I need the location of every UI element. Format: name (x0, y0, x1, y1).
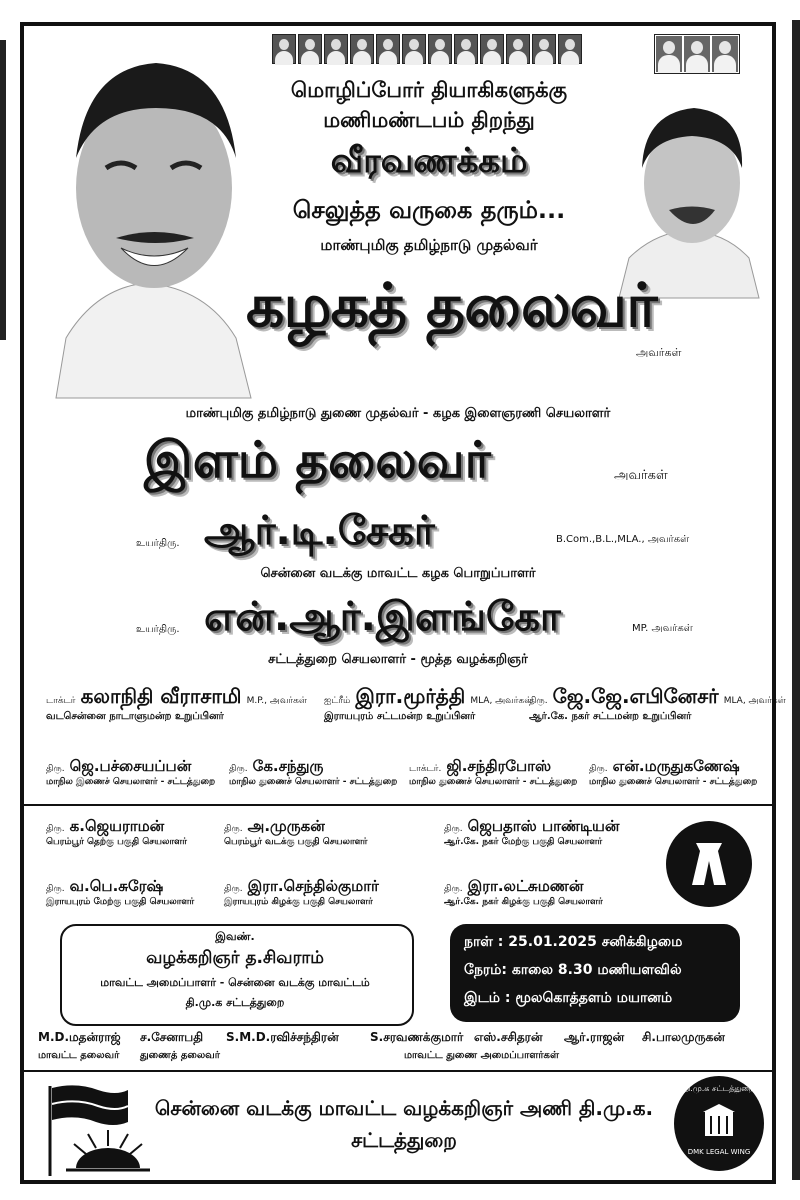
area-secretary-suresh: திரு. வ.பெ.சுரேஷ் இராயபுரம் மேற்கு பகுதி செயலாளர் (46, 877, 195, 907)
signatory-label: இவண். (215, 930, 255, 943)
deputy-title-suffix: அவர்கள் (614, 468, 668, 483)
seal-top-text: தி.மு.க சட்டத்துறை (683, 1084, 755, 1093)
event-place: இடம் : மூலகொத்தளம் மயானம் (464, 990, 673, 1006)
legal-wing-chandru: திரு. கே.சந்துரு மாநில துணைச் செயலாளர் - சட்டத்துறை (229, 757, 398, 787)
area-secretary-jayaraman: திரு. க.ஜெயராமன் பெரம்பூர் தெற்கு பகுதி செயலாளர் (46, 817, 187, 847)
guest1-prefix: உயர்திரு. (136, 538, 180, 549)
area-secretary-jebadas: திரு. ஜெபதாஸ் பாண்டியன் ஆர்.கே. நகர் மேற்கு பகுதி செயலாளர் (444, 817, 620, 847)
martyr-photo (350, 34, 374, 64)
signatory-role-2: தி.மு.க சட்டத்துறை (185, 996, 285, 1009)
poster-frame (20, 22, 786, 1184)
martyr-photo (272, 34, 296, 64)
header-line-5: மாண்புமிகு தமிழ்நாடு முதல்வர் (320, 236, 538, 254)
right-edge-strip (792, 20, 800, 1180)
dignitary-kalanidhi: டாக்டர் கலாநிதி வீராசாமி M.P., அவர்கள் வடசென்னை நாடாளுமன்ற உறுப்பினர் (46, 684, 308, 722)
officer-name: ஆர்.ராஜன் (564, 1030, 625, 1044)
martyr-photo (324, 34, 348, 64)
martyr-photo (532, 34, 556, 64)
party-flag-rising-sun-icon (36, 1078, 156, 1178)
leader-photo (684, 36, 710, 72)
martyr-photo (376, 34, 400, 64)
chief-minister-portrait (36, 38, 266, 398)
martyr-photo (298, 34, 322, 64)
deputy-chief-minister-portrait (614, 88, 764, 298)
legal-wing-chandrabose: டாக்டர். ஜி.சந்திரபோஸ் மாநில துணைச் செயலாளர் - சட்டத்துறை (409, 757, 578, 787)
header-line-2: மணிமண்டபம் திறந்து (323, 108, 535, 132)
chief-title-suffix: அவர்கள் (636, 346, 682, 359)
signatory-name: வழக்கறிஞர் த.சிவராம் (146, 948, 324, 968)
seal-bottom-text: DMK LEGAL WING (687, 1148, 751, 1156)
officer-name: ச.சேனாபதி (140, 1030, 204, 1044)
officer-name: S.M.D.ரவிச்சந்திரன் (226, 1030, 339, 1044)
officer-name: சி.பாலமுருகன் (642, 1030, 725, 1044)
chief-title: கழகத் தலைவர் (246, 271, 657, 341)
advocate-band-icon (666, 821, 752, 907)
martyr-photo (402, 34, 426, 64)
section-divider (24, 804, 772, 806)
area-secretary-murugan: திரு. அ.முருகன் பெரம்பூர் வடக்கு பகுதி செயலாளர் (224, 817, 368, 847)
officer-role-vice-president: துணைத் தலைவர் (140, 1050, 220, 1061)
guest2-prefix: உயர்திரு. (136, 624, 180, 635)
guest1-suffix: B.Com.,B.L.,MLA., அவர்கள் (556, 534, 690, 545)
officer-name: எஸ்.சசிதரன் (474, 1030, 543, 1044)
event-date: நாள் : 25.01.2025 சனிக்கிழமை (464, 934, 683, 950)
guest2-name: என்.ஆர்.இளங்கோ (204, 594, 561, 640)
area-secretary-lakshmanan: திரு. இரா.லட்சுமணன் ஆர்.கே. நகர் கிழக்கு பகுதி செயலாளர் (444, 877, 603, 907)
martyr-photo (480, 34, 504, 64)
officer-name: S.சரவணக்குமார் (370, 1030, 464, 1044)
dignitary-murthy: ஐட்ரீம் இரா.மூர்த்தி MLA, அவர்கள் இராயபுரம் சட்டமன்ற உறுப்பினர் (324, 684, 533, 722)
officer-role-president: மாவட்ட தலைவர் (38, 1050, 120, 1061)
legal-wing-pachaiyappan: திரு. ஜெ.பச்சையப்பன் மாநில இணைச் செயலாளர் - சட்டத்துறை (46, 757, 216, 787)
signatory-role-1: மாவட்ட அமைப்பாளர் - சென்னை வடக்கு மாவட்டம் (100, 976, 370, 989)
guest2-suffix: MP. அவர்கள் (632, 623, 693, 634)
left-edge-strip (0, 40, 6, 340)
deputy-title: இளம் தலைவர் (144, 431, 491, 489)
deputy-designation: மாண்புமிகு தமிழ்நாடு துணை முதல்வர் - கழக இளைஞரணி செயலாளர் (185, 406, 611, 421)
guest1-name: ஆர்.டி.சேகர் (204, 508, 435, 554)
header-tribute: வீரவணக்கம் (330, 141, 528, 181)
party-leaders-photos (654, 34, 740, 74)
footer-divider (24, 1070, 772, 1072)
event-time: நேரம்: காலை 8.30 மணியளவில் (464, 962, 682, 978)
guest1-role: சென்னை வடக்கு மாவட்ட கழக பொறுப்பாளர் (260, 566, 536, 581)
dignitary-ebenezer: திரு. ஜே.ஜே.எபினேசர் MLA, அவர்கள் ஆர்.கே. நகர் சட்டமன்ற உறுப்பினர் (529, 684, 786, 722)
footer-line-1: சென்னை வடக்கு மாவட்ட வழக்கறிஞர் அணி தி.மு.க. (154, 1096, 654, 1120)
martyr-photo (558, 34, 582, 64)
header-line-1: மொழிப்போர் தியாகிகளுக்கு (290, 78, 568, 102)
officer-role-deputy-organisers: மாவட்ட துணை அமைப்பாளர்கள் (404, 1050, 559, 1061)
dmk-legal-wing-seal (674, 1076, 764, 1171)
martyr-photo (506, 34, 530, 64)
leader-photo (656, 36, 682, 72)
guest2-role: சட்டத்துறை செயலாளர் - மூத்த வழக்கறிஞர் (268, 652, 528, 667)
area-secretary-senthilkumar: திரு. இரா.செந்தில்குமார் இராயபுரம் கிழக்கு பகுதி செயலாளர் (224, 877, 379, 907)
martyr-photo (454, 34, 478, 64)
martyr-photo-strip (272, 34, 582, 64)
legal-wing-maruthuganesh: திரு. என்.மருதுகணேஷ் மாநில துணைச் செயலாளர் - சட்டத்துறை (589, 757, 758, 787)
header-line-4: செலுத்த வருகை தரும்... (292, 196, 566, 224)
footer-line-2: சட்டத்துறை (351, 1128, 457, 1152)
officer-name: M.D.மதன்ராஜ் (38, 1030, 121, 1044)
leader-photo (712, 36, 738, 72)
martyr-photo (428, 34, 452, 64)
